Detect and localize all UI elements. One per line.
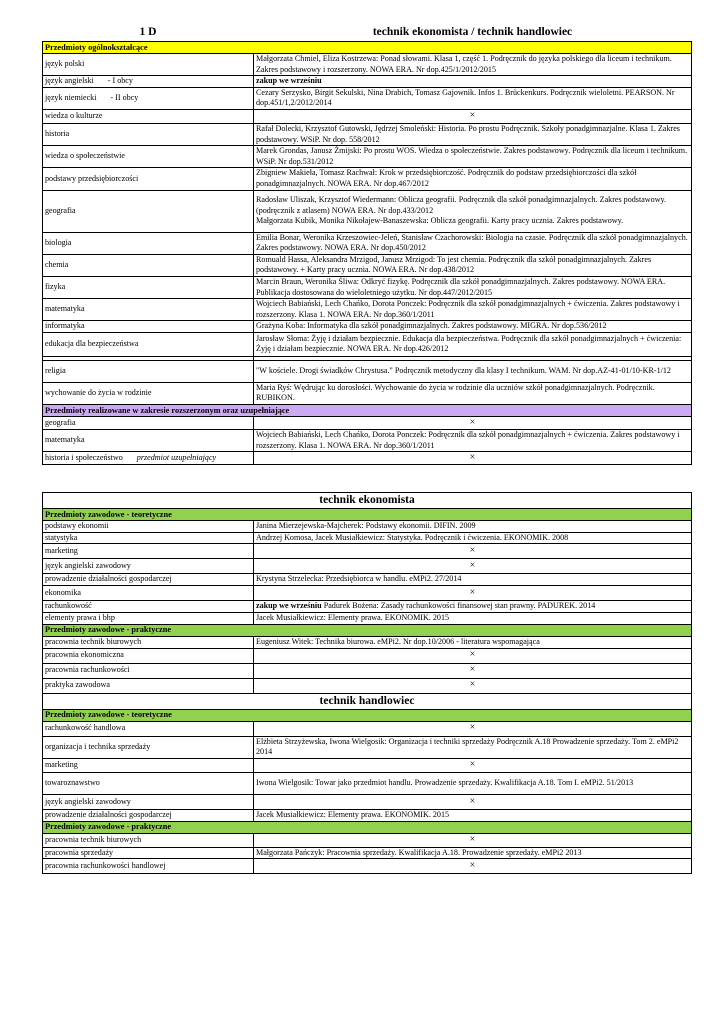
table-row xyxy=(43,794,692,809)
subject-cell: edukacja dla bezpieczeństwa xyxy=(43,332,254,356)
table-row xyxy=(43,532,692,544)
book-cell: Eugeniusz Witek: Technika biurowa. eMPi2. Nr dop.10/2006 - literatura wspomagająca xyxy=(254,636,692,648)
book-cell: Grażyna Koba: Informatyka dla szkół ponadgimnazjalnych. Zakres podstawowy. MIGRA. Nr dop.536/2012 xyxy=(254,321,692,333)
book-cell: zakup we wrześniu xyxy=(254,76,692,88)
table-row xyxy=(43,601,692,613)
book-cell: Cezary Serzysko, Birgit Sekulski, Nina Drabich, Tomasz Gajownik. Infos 1. Brückenkurs. Podręcznik wieloletni. PEARSON. Nr dop.451/1,2/2012/2014 xyxy=(254,87,692,109)
subject-cell: pracownia sprzedaży xyxy=(43,847,254,859)
table-row xyxy=(43,736,692,758)
subject-cell: język angielski - I obcy xyxy=(43,76,254,88)
subject-cell: religia xyxy=(43,360,254,382)
book-cell: Marek Grondas, Janusz Żmijski: Po prostu WOS. Wiedza o społeczeństwie. Zakres podstawowy. Podręcznik dla liceum i technikum. WSiP. Nr dop.531/2012 xyxy=(254,146,692,168)
subject-cell: informatyka xyxy=(43,321,254,333)
table-row xyxy=(43,360,692,382)
none-mark: × xyxy=(254,678,692,693)
table-row xyxy=(43,109,692,123)
book-cell: Małgorzata Chmiel, Eliza Kostrzewa: Ponad słowami. Klasa 1, część 1. Podręcznik do języka polskiego dla liceum i technikum. Zakres podstawowy i rozszerzony. NOWA ERA. Nr dop.425/1/2012/2015 xyxy=(254,54,692,76)
table-row xyxy=(43,382,692,404)
book-cell: Jacek Musiałkiewicz: Elementy prawa. EKONOMIK. 2015 xyxy=(254,613,692,625)
subject-cell: podstawy ekonomii xyxy=(43,521,254,533)
table-row xyxy=(43,190,692,232)
table-row xyxy=(43,123,692,145)
general-band: Przedmioty ogólnokształcące xyxy=(43,42,692,54)
book-cell: Zbigniew Makieła, Tomasz Rachwał: Krok w przedsiębiorczość. Podręcznik do podstaw przedsiębiorczości dla szkół ponadgimnazjalnych. NOWA ERA. Nr dop.467/2012 xyxy=(254,168,692,190)
subject-cell: wiedza o kulturze xyxy=(43,109,254,123)
book-cell: Marcin Braun, Weronika Śliwa: Odkryć fizykę. Podręcznik dla szkół ponadgimnazjalnych. Zakres podstawowy. NOWA ERA. Publikacja dostosowana do wieloletniego użytku. Nr dop.447/2012/2015 xyxy=(254,276,692,298)
subject-cell: historia i społeczeństwo przedmiot uzupełniający xyxy=(43,452,254,465)
none-mark: × xyxy=(254,417,692,430)
book-cell: Iwona Wielgosik: Towar jako przedmiot handlu. Prowadzenie sprzedaży. Kwalifikacja A.18. Tom I. eMPi2. 51/2013 xyxy=(254,772,692,794)
none-mark: × xyxy=(254,544,692,559)
book-cell: Romuald Hassa, Aleksandra Mrzigod, Janusz Mrzigod: To jest chemia. Podręcznik dla szkół ponadgimnazjalnych. Zakres podstawowy. + Karty pracy ucznia. NOWA ERA. Nr dop.438/2012 xyxy=(254,254,692,276)
table-row xyxy=(43,678,692,693)
table-row xyxy=(43,332,692,356)
none-mark: × xyxy=(254,109,692,123)
subject-cell: matematyka xyxy=(43,299,254,321)
table-row xyxy=(43,636,692,648)
book-cell: Małgorzata Pańczyk: Pracownia sprzedaży. Kwalifikacja A.18. Prowadzenie sprzedaży. eMPi2 2013 xyxy=(254,847,692,859)
table-row xyxy=(43,276,692,298)
subject-cell: marketing xyxy=(43,544,254,559)
subject-cell: pracownia rachunkowości xyxy=(43,663,254,678)
subject-cell: pracownia rachunkowości handlowej xyxy=(43,859,254,874)
table-row xyxy=(43,586,692,601)
book-cell: Wojciech Babiański, Lech Chańko, Dorota Ponczek: Podręcznik dla szkół ponadgimnazjalnych + ćwiczenia. Zakres podstawowy i rozszerzony. Klasa 1. NOWA ERA. Nr dop.360/1/2011 xyxy=(254,299,692,321)
book-cell: Jarosław Słoma: Żyję i działam bezpiecznie. Edukacja dla bezpieczeństwa. Podręcznik dla szkół ponadgimnazjalnych + ćwiczenia: Żyję i działam bezpiecznie. NOWA ERA. Nr dop.426/2012 xyxy=(254,332,692,356)
subject-cell: pracownia ekonomiczna xyxy=(43,648,254,663)
book-cell: Krystyna Strzelecka: Przedsiębiorca w handlu. eMPi2. 27/2014 xyxy=(254,574,692,586)
table-row xyxy=(43,54,692,76)
extended-band: Przedmioty realizowane w zakresie rozszerzonym oraz uzupełniające xyxy=(43,405,692,417)
subject-cell: matematyka xyxy=(43,430,254,452)
subject-cell: geografia xyxy=(43,190,254,232)
table-row xyxy=(43,168,692,190)
book-cell: Andrzej Komosa, Jacek Musiałkiewicz: Statystyka. Podręcznik i ćwiczenia. EKONOMIK. 2008 xyxy=(254,532,692,544)
subject-cell: towaroznawstwo xyxy=(43,772,254,794)
table-row xyxy=(43,76,692,88)
subject-cell: podstawy przedsiębiorczości xyxy=(43,168,254,190)
subject-cell: fizyka xyxy=(43,276,254,298)
book-cell: Jacek Musiałkiewicz: Elementy prawa. EKONOMIK. 2015 xyxy=(254,809,692,821)
book-cell: "W kościele. Drogi świadków Chrystusa." Podręcznik metodyczny dla klasy I technikum. WAM. Nr dop.AZ-41-01/10-KR-1/12 xyxy=(254,360,692,382)
table-row xyxy=(43,613,692,625)
subject-cell: prowadzenie działalności gospodarczej xyxy=(43,574,254,586)
book-cell: Elżbieta Strzyżewska, Iwona Wielgosik: Organizacja i techniki sprzedaży Podręcznik A.18 Prowadzenie sprzedaży. Tom 2. eMPi2 2014 xyxy=(254,736,692,758)
table-row xyxy=(43,663,692,678)
subject-cell: elementy prawa i bhp xyxy=(43,613,254,625)
subject-cell: pracownia technik biurowych xyxy=(43,636,254,648)
none-mark: × xyxy=(254,794,692,809)
subject-cell: statystyka xyxy=(43,532,254,544)
table-row xyxy=(43,146,692,168)
profession-title: technik ekonomista / technik handlowiec xyxy=(372,26,573,39)
table-row xyxy=(43,833,692,847)
table-row xyxy=(43,321,692,333)
general-subjects-table xyxy=(42,24,692,465)
none-mark: × xyxy=(254,452,692,465)
table-row xyxy=(43,430,692,452)
table-row xyxy=(43,544,692,559)
vocational-subjects-table xyxy=(42,492,692,874)
none-mark: × xyxy=(254,833,692,847)
page-header xyxy=(43,24,692,42)
book-cell: Janina Mierzejewska-Majcherek: Podstawy ekonomii. DIFIN. 2009 xyxy=(254,521,692,533)
subject-cell: język angielski zawodowy xyxy=(43,794,254,809)
subject-cell: język angielski zawodowy xyxy=(43,559,254,574)
table-row xyxy=(43,232,692,254)
none-mark: × xyxy=(254,663,692,678)
table-row xyxy=(43,809,692,821)
book-cell: Radosław Uliszak, Krzysztof Wiedermann: Oblicza geografii. Podręcznik dla szkół ponadgimnazjalnych. Zakres podstawowy. (podręcznik z atlasem) NOWA ERA. Nr dop.433/2012 Małgorzata Kubik, Monika Nikołajew-Banaszewska: Oblicza geografii. Karty pracy ucznia. Zakres podstawowy. xyxy=(254,190,692,232)
table-row xyxy=(43,847,692,859)
subject-cell: prowadzenie działalności gospodarczej xyxy=(43,809,254,821)
none-mark: × xyxy=(254,586,692,601)
book-cell: zakup we wrześniu Padurek Bożena: Zasady rachunkowości finansowej stan prawny. PADUREK. 2014 xyxy=(254,601,692,613)
book-cell: Emilia Bonar, Weronika Krzeszowiec-Jeleń, Stanisław Czachorowski: Biologia na czasie. Podręcznik dla szkół ponadgimnazjalnych. Zakres podstawowy. NOWA ERA. Nr dop.450/2012 xyxy=(254,232,692,254)
table-row xyxy=(43,87,692,109)
subject-cell: chemia xyxy=(43,254,254,276)
subject-cell: wychowanie do życia w rodzinie xyxy=(43,382,254,404)
table-row xyxy=(43,452,692,465)
table-row xyxy=(43,254,692,276)
table-row xyxy=(43,859,692,874)
subject-cell: marketing xyxy=(43,758,254,772)
subject-cell: pracownia technik biurowych xyxy=(43,833,254,847)
book-cell: Rafał Dolecki, Krzysztof Gutowski, Jędrzej Smoleński: Historia. Po prostu Podręcznik. Szkoły ponadgimnazjalne. Klasa 1. Zakres podstawowy. WSiP. Nr dop. 558/2012 xyxy=(254,123,692,145)
none-mark: × xyxy=(254,648,692,663)
table-row xyxy=(43,648,692,663)
ekonomista-practice-band: Przedmioty zawodowe - praktyczne xyxy=(43,624,692,636)
ekonomista-theory-band: Przedmioty zawodowe - teoretyczne xyxy=(43,509,692,521)
handlowiec-practice-band: Przedmioty zawodowe - praktyczne xyxy=(43,821,692,833)
table-row xyxy=(43,417,692,430)
subject-cell: rachunkowość handlowa xyxy=(43,721,254,736)
ekonomista-section-title: technik ekonomista xyxy=(43,493,692,509)
none-mark: × xyxy=(254,758,692,772)
subject-cell: organizacja i technika sprzedaży xyxy=(43,736,254,758)
table-row xyxy=(43,772,692,794)
table-row xyxy=(43,758,692,772)
subject-cell: rachunkowość xyxy=(43,601,254,613)
subject-cell: geografia xyxy=(43,417,254,430)
book-cell: Maria Ryś: Wędrując ku dorosłości. Wychowanie do życia w rodzinie dla uczniów szkół ponadgimnazjalnych. Podręcznik. RUBIKON. xyxy=(254,382,692,404)
none-mark: × xyxy=(254,859,692,874)
subject-cell: wiedza o społeczeństwie xyxy=(43,146,254,168)
table-row xyxy=(43,299,692,321)
subject-cell: język niemiecki - II obcy xyxy=(43,87,254,109)
book-cell: Wojciech Babiański, Lech Chańko, Dorota Ponczek: Podręcznik dla szkół ponadgimnazjalnych + ćwiczenia. Zakres podstawowy i rozszerzony. Klasa 1. NOWA ERA. Nr dop.360/1/2011 xyxy=(254,430,692,452)
handlowiec-section-title: technik handlowiec xyxy=(43,693,692,709)
subject-cell: ekonomika xyxy=(43,586,254,601)
table-row xyxy=(43,574,692,586)
subject-cell: język polski xyxy=(43,54,254,76)
handlowiec-theory-band: Przedmioty zawodowe - teoretyczne xyxy=(43,709,692,721)
subject-cell: historia xyxy=(43,123,254,145)
subject-cell: praktyka zawodowa xyxy=(43,678,254,693)
class-label: 1 D xyxy=(139,26,157,39)
table-row xyxy=(43,521,692,533)
none-mark: × xyxy=(254,559,692,574)
subject-cell: biologia xyxy=(43,232,254,254)
none-mark: × xyxy=(254,721,692,736)
table-row xyxy=(43,721,692,736)
table-row xyxy=(43,559,692,574)
